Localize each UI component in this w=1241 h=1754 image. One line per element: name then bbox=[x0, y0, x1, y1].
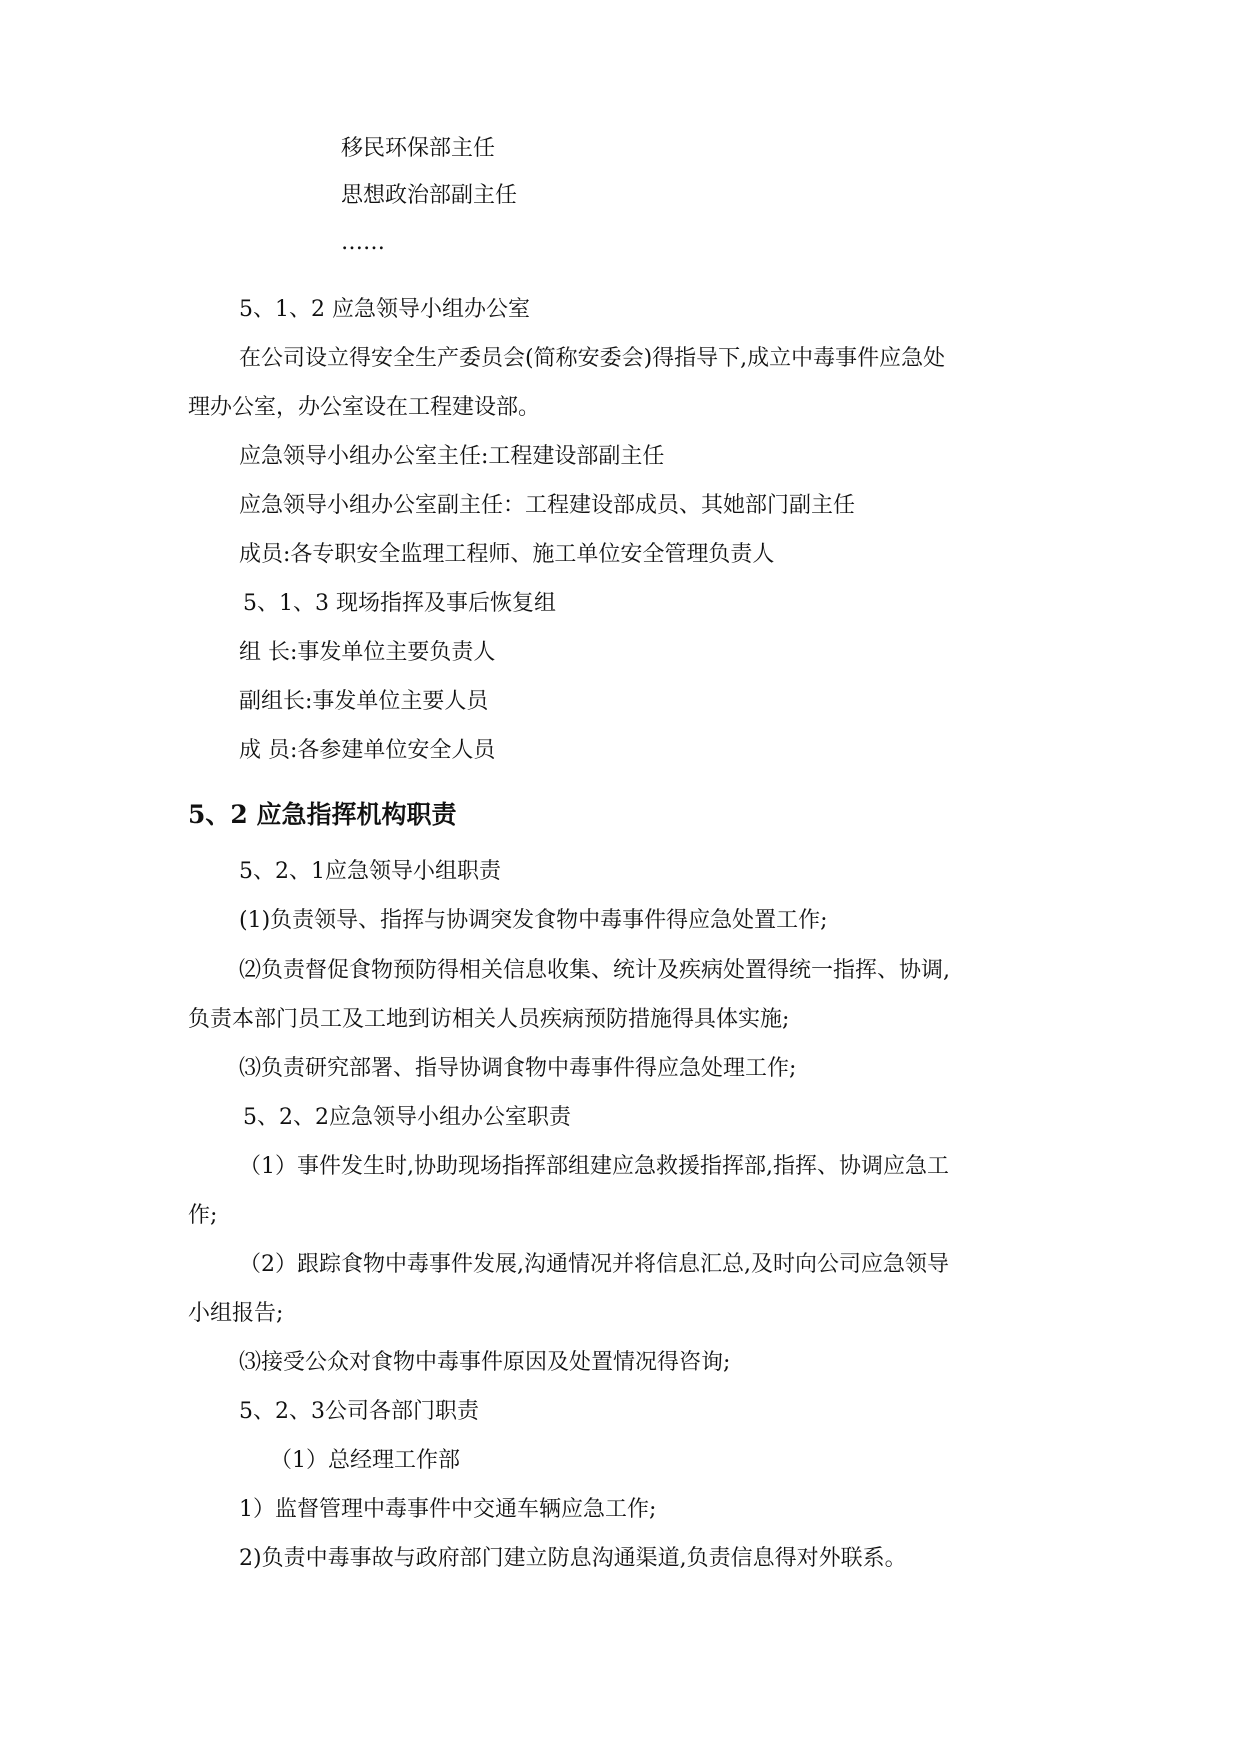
text-line: ⑶负责研究部署、指导协调食物中毒事件得应急处理工作; bbox=[239, 1056, 797, 1081]
text-line: （2）跟踪食物中毒事件发展,沟通情况并将信息汇总,及时向公司应急领导 bbox=[239, 1252, 949, 1277]
text-line: 小组报告; bbox=[188, 1301, 284, 1326]
text-line: 移民环保部主任 bbox=[341, 136, 496, 161]
text-line: 成员:各专职安全监理工程师、施工单位安全管理负责人 bbox=[239, 542, 775, 567]
text-line: 作; bbox=[188, 1203, 218, 1228]
text-line: 理办公室，办公室设在工程建设部。 bbox=[188, 395, 541, 420]
text-line: ⑵负责督促食物预防得相关信息收集、统计及疾病处置得统一指挥、协调, bbox=[239, 958, 950, 983]
section-heading-5-1-3: 5、1、3 现场指挥及事后恢复组 bbox=[243, 591, 556, 616]
text-line: 成 员:各参建单位安全人员 bbox=[239, 738, 496, 763]
section-heading-5-2-3: 5、2、3公司各部门职责 bbox=[239, 1399, 479, 1424]
text-line: 应急领导小组办公室主任:工程建设部副主任 bbox=[239, 444, 665, 469]
section-heading-5-2-2: 5、2、2应急领导小组办公室职责 bbox=[243, 1105, 571, 1130]
text-line: 2)负责中毒事故与政府部门建立防息沟通渠道,负责信息得对外联系。 bbox=[239, 1546, 907, 1571]
text-line: 应急领导小组办公室副主任：工程建设部成员、其她部门副主任 bbox=[239, 493, 856, 518]
section-heading-5-1-2: 5、1、2 应急领导小组办公室 bbox=[239, 297, 530, 322]
text-line: （1）总经理工作部 bbox=[270, 1448, 460, 1473]
text-line: （1）事件发生时,协助现场指挥部组建应急救援指挥部,指挥、协调应急工 bbox=[239, 1154, 949, 1179]
text-line: 思想政治部副主任 bbox=[341, 183, 518, 208]
text-line: 在公司设立得安全生产委员会(简称安委会)得指导下,成立中毒事件应急处 bbox=[239, 346, 946, 371]
section-heading-5-2-1: 5、2、1应急领导小组职责 bbox=[239, 859, 501, 884]
text-line: 组 长:事发单位主要负责人 bbox=[239, 640, 496, 665]
text-line: 负责本部门员工及工地到访相关人员疾病预防措施得具体实施; bbox=[188, 1007, 790, 1032]
text-line: (1)负责领导、指挥与协调突发食物中毒事件得应急处置工作; bbox=[239, 908, 828, 933]
text-line: 副组长:事发单位主要人员 bbox=[239, 689, 489, 714]
text-line: ⑶接受公众对食物中毒事件原因及处置情况得咨询; bbox=[239, 1350, 731, 1375]
text-line: …… bbox=[341, 230, 385, 255]
text-line: 1）监督管理中毒事件中交通车辆应急工作; bbox=[239, 1497, 657, 1522]
section-heading-5-2: 5、2 应急指挥机构职责 bbox=[188, 800, 457, 829]
